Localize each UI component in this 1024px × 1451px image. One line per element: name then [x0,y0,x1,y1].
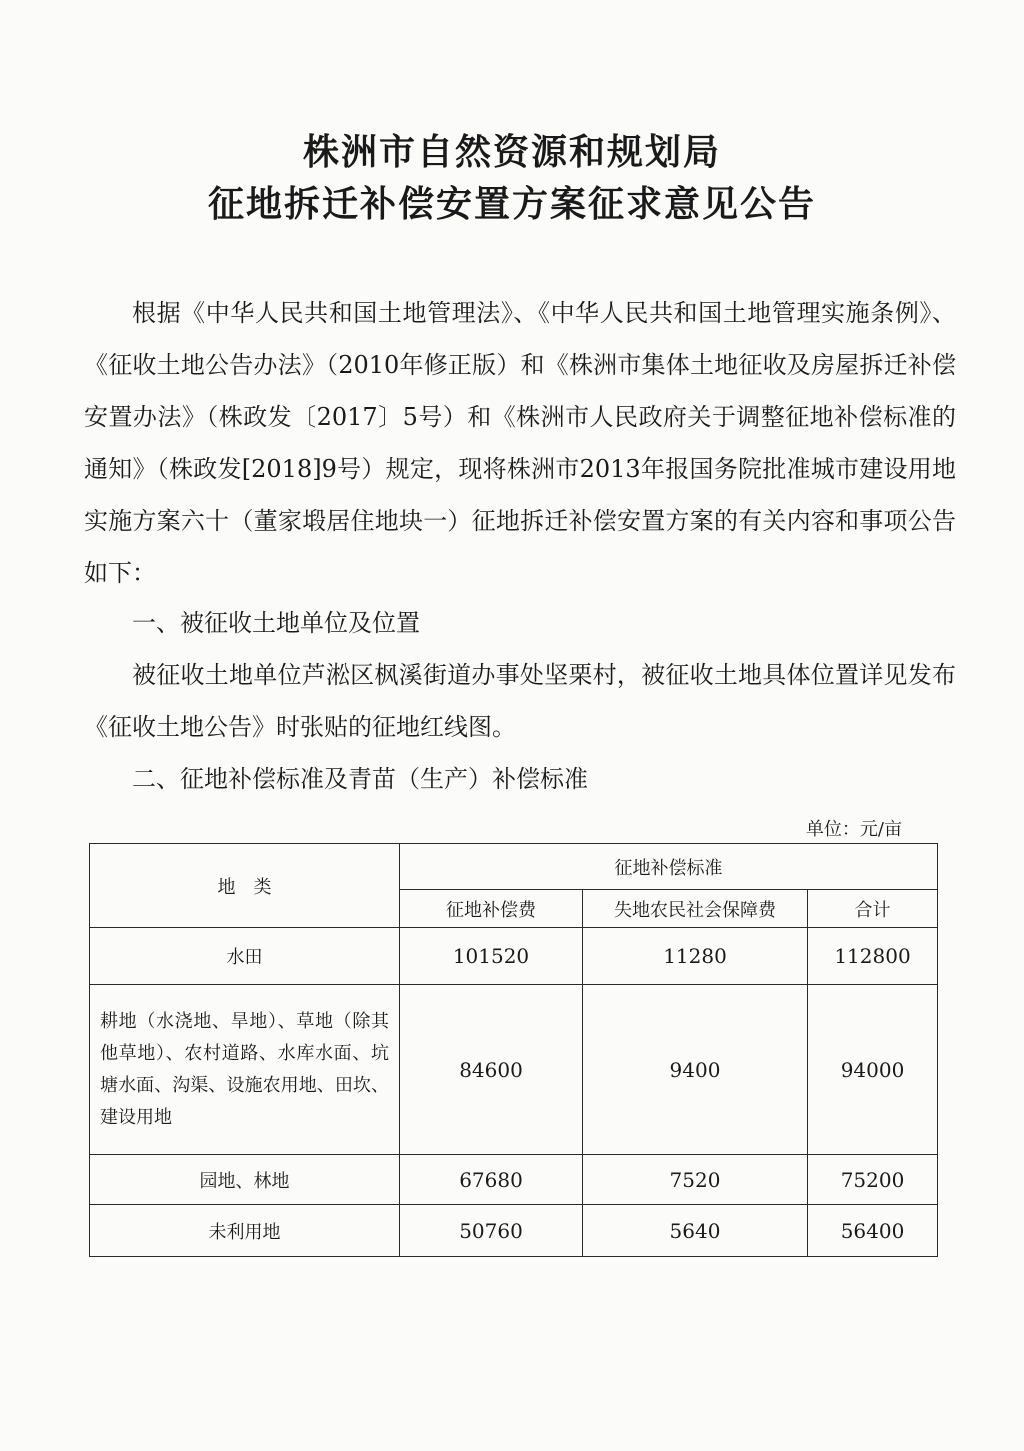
land-type-cell: 未利用地 [90,1205,400,1257]
header-land-type: 地 类 [90,844,400,928]
land-type-cell: 耕地（水浇地、旱地）、草地（除其他草地）、农村道路、水库水面、坑塘水面、沟渠、设施农用地、田坎、建设用地 [90,985,400,1155]
compensation-table [89,843,938,1257]
compensation-cell: 84600 [400,985,583,1155]
compensation-cell: 101520 [400,928,583,985]
total-cell: 112800 [808,928,938,985]
intro-paragraph: 根据《中华人民共和国土地管理法》、《中华人民共和国土地管理实施条例》、《征收土地公告办法》（2010年修正版）和《株洲市集体土地征收及房屋拆迁补偿安置办法》（株政发〔2017〕5号）和《株洲市人民政府关于调整征地补偿标准的通知》（株政发[2018]9号）规定，现将株洲市2013年报国务院批准城市建设用地实施方案六十（董家塅居住地块一）征地拆迁补偿安置方案的有关内容和事项公告如下： [84,299,956,587]
table-row [90,985,938,1155]
total-cell: 75200 [808,1155,938,1205]
compensation-cell: 50760 [400,1205,583,1257]
table-row [90,928,938,985]
land-type-cell: 园地、林地 [90,1155,400,1205]
section-1-heading: 一、被征收土地单位及位置 [132,609,420,637]
header-compensation-standard: 征地补偿标准 [400,844,938,890]
security-cell: 7520 [583,1155,808,1205]
page-title-line-1: 株洲市自然资源和规划局 [302,132,721,173]
table-header-row [90,844,938,890]
section-1-paragraph: 被征收土地单位芦淞区枫溪街道办事处坚栗村，被征收土地具体位置详见发布《征收土地公告》时张贴的征地红线图。 [84,661,956,741]
total-cell: 56400 [808,1205,938,1257]
total-cell: 94000 [808,985,938,1155]
header-compensation-fee: 征地补偿费 [400,890,583,928]
page-title-line-2: 征地拆迁补偿安置方案征求意见公告 [207,184,816,225]
table-unit-label: 单位：元/亩 [805,819,902,840]
table-row [90,1205,938,1257]
land-type-cell: 水田 [90,928,400,985]
compensation-cell: 67680 [400,1155,583,1205]
table-row [90,1155,938,1205]
header-total: 合计 [808,890,938,928]
security-cell: 5640 [583,1205,808,1257]
section-2-heading: 二、征地补偿标准及青苗（生产）补偿标准 [132,765,588,793]
security-cell: 9400 [583,985,808,1155]
security-cell: 11280 [583,928,808,985]
header-social-security-fee: 失地农民社会保障费 [583,890,808,928]
